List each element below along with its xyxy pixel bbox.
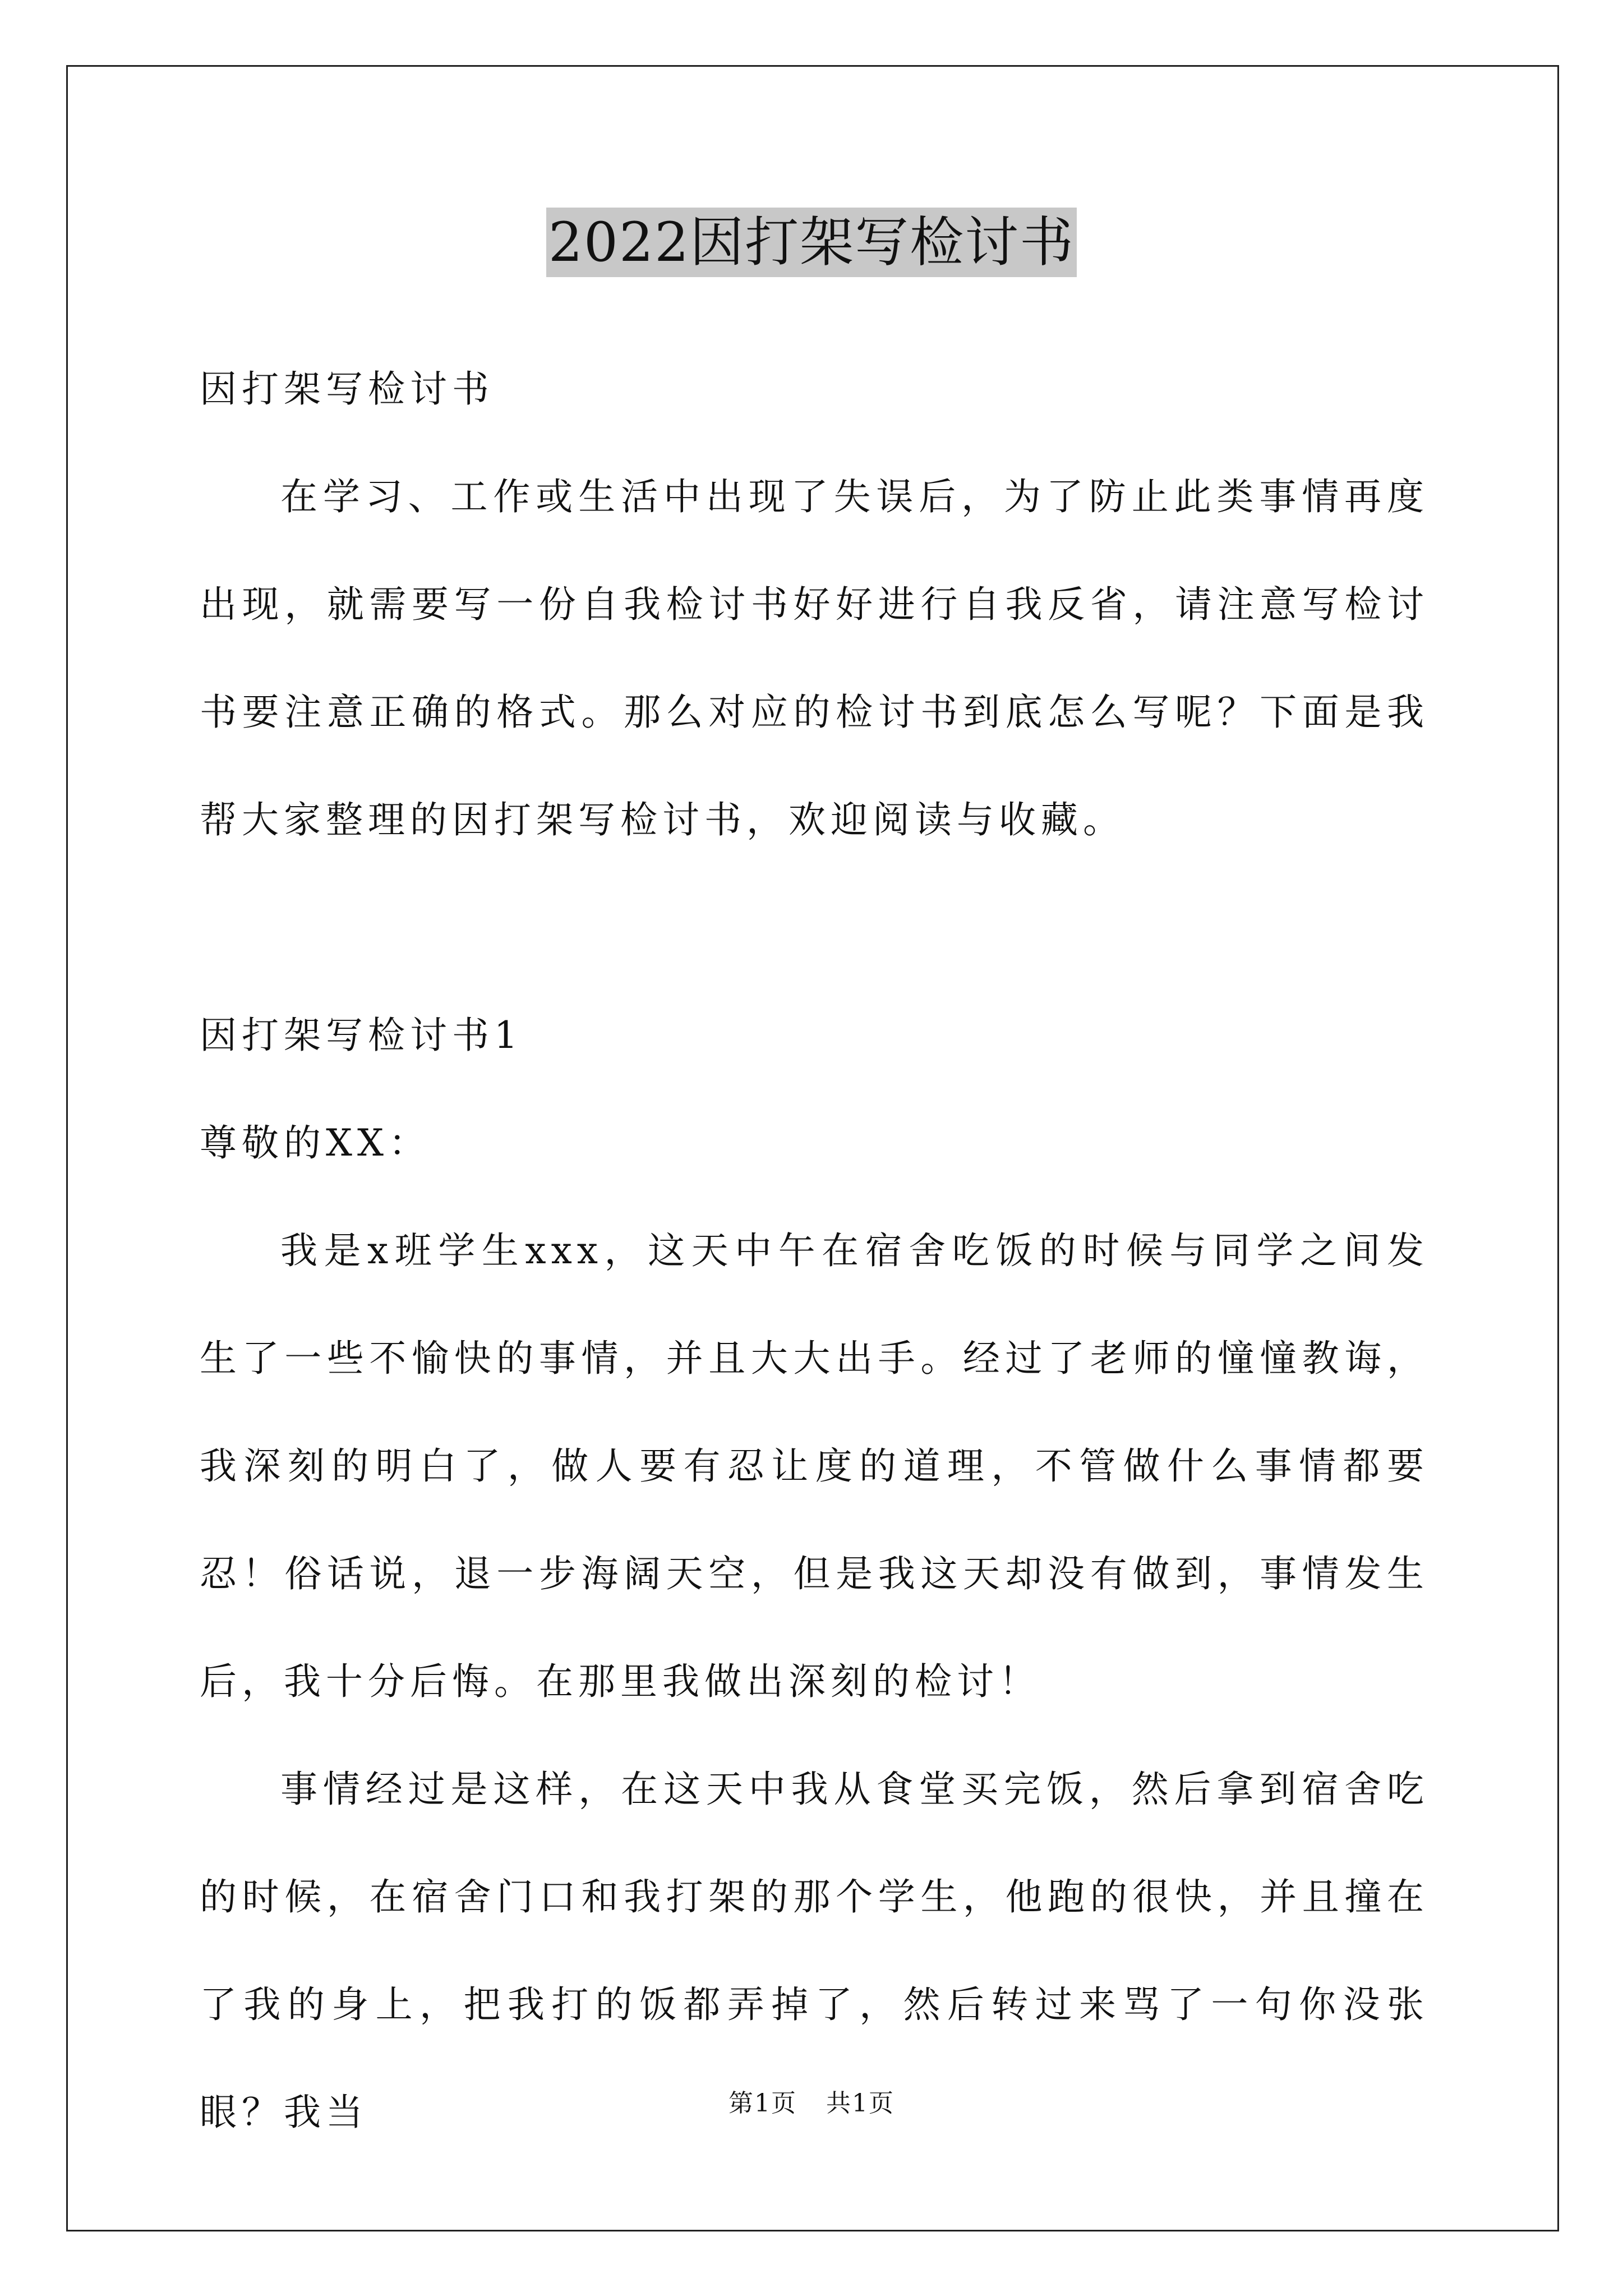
body-paragraph-2: 事情经过是这样，在这天中我从食堂买完饭，然后拿到宿舍吃的时候，在宿舍门口和我打架的那个学生，他跑的很快，并且撞在了我的身上，把我打的饭都弄掉了，然后转过来骂了一句你没张眼？我当 xyxy=(200,1768,1429,2134)
document-body xyxy=(200,335,1429,2166)
salutation: 尊敬的XX： xyxy=(200,1121,431,1165)
paragraph-spacer xyxy=(200,874,1429,982)
page-number-total: 共1页 xyxy=(826,2089,895,2118)
title-container xyxy=(0,208,1623,277)
document-title: 2022因打架写检讨书 xyxy=(546,208,1077,277)
document-subtitle: 因打架写检讨书 xyxy=(200,367,494,411)
page-number-current: 第1页 xyxy=(728,2089,797,2118)
intro-paragraph: 在学习、工作或生活中出现了失误后，为了防止此类事情再度出现，就需要写一份自我检讨书好好进行自我反省，请注意写检讨书要注意正确的格式。那么对应的检讨书到底怎么写呢？下面是我帮大家整理的因打架写检讨书，欢迎阅读与收藏。 xyxy=(200,475,1429,841)
body-paragraph-1: 我是x班学生xxx，这天中午在宿舍吃饭的时候与同学之间发生了一些不愉快的事情，并且大大出手。经过了老师的憧憧教诲，我深刻的明白了，做人要有忍让度的道理，不管做什么事情都要忍！俗话说，退一步海阔天空，但是我这天却没有做到，事情发生后，我十分后悔。在那里我做出深刻的检讨！ xyxy=(200,1229,1429,1703)
section-heading: 因打架写检讨书1 xyxy=(200,1014,523,1057)
page-footer xyxy=(0,2087,1623,2120)
